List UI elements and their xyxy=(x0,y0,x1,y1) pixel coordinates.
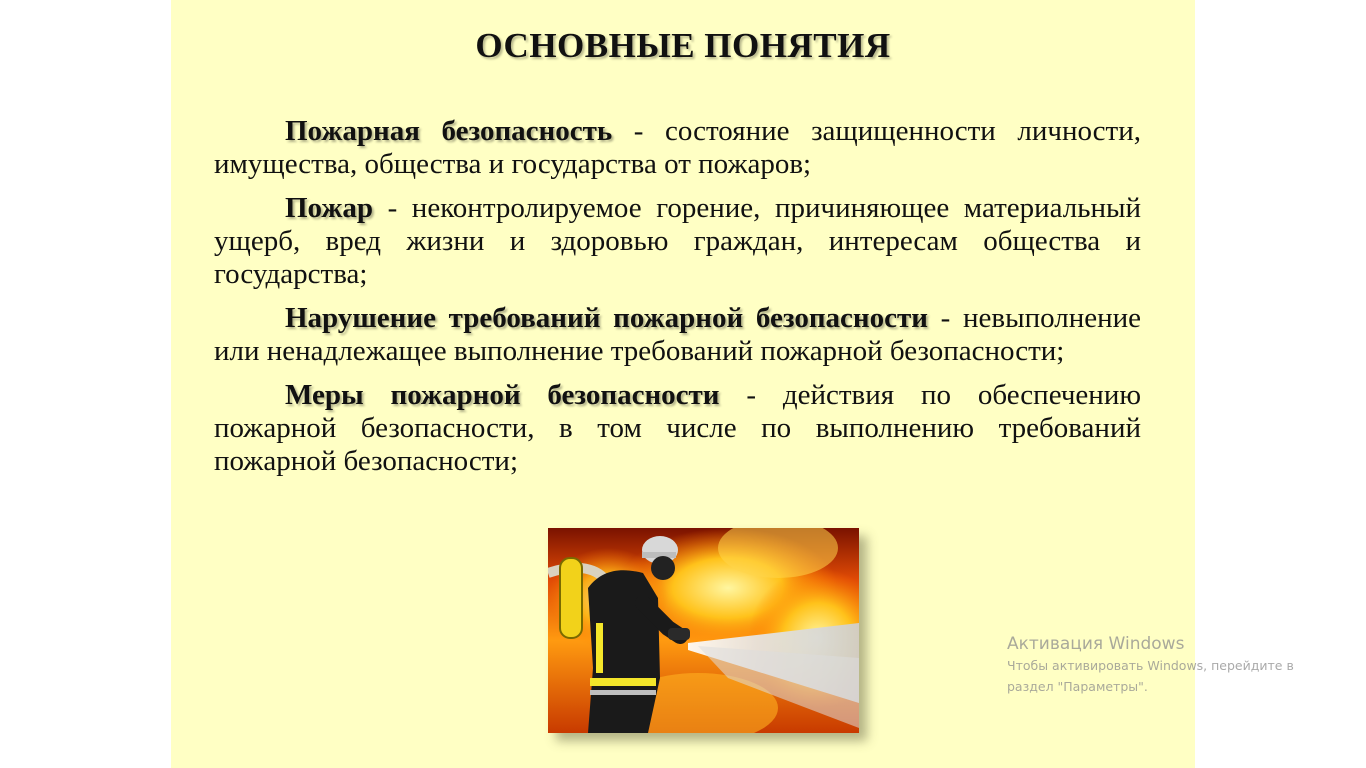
definition-fire xyxy=(214,192,1141,291)
definition-text: - невыполнение или ненадлежащее выполнение требований пожарной безопасности; xyxy=(214,302,1141,367)
definition-fire-safety xyxy=(214,115,1141,181)
definition-text: - неконтролируемое горение, причиняющее материальный ущерб, вред жизни и здоровью граждан, интересам общества и государства; xyxy=(214,192,1141,290)
definition-text: - действия по обеспечению пожарной безопасности, в том числе по выполнению требований пожарной безопасности; xyxy=(214,379,1142,477)
definition-term: Меры пожарной безопасности xyxy=(285,379,720,411)
watermark-line-2: раздел "Параметры". xyxy=(1007,679,1148,694)
watermark-title: Активация Windows xyxy=(1007,634,1185,654)
definition-term: Нарушение требований пожарной безопасности xyxy=(285,302,928,334)
firefighter-photo xyxy=(548,528,859,733)
definition-term: Пожар xyxy=(285,192,373,224)
definition-text: - состояние защищенности личности, имущества, общества и государства от пожаров; xyxy=(214,115,1142,180)
definitions-list xyxy=(214,115,1141,489)
definition-violation xyxy=(214,302,1141,368)
definition-measures xyxy=(214,379,1141,478)
watermark-line-1: Чтобы активировать Windows, перейдите в xyxy=(1007,658,1294,673)
definition-term: Пожарная безопасность xyxy=(285,115,613,147)
windows-activation-watermark xyxy=(1007,633,1317,697)
slide-title: ОСНОВНЫЕ ПОНЯТИЯ xyxy=(475,26,891,65)
